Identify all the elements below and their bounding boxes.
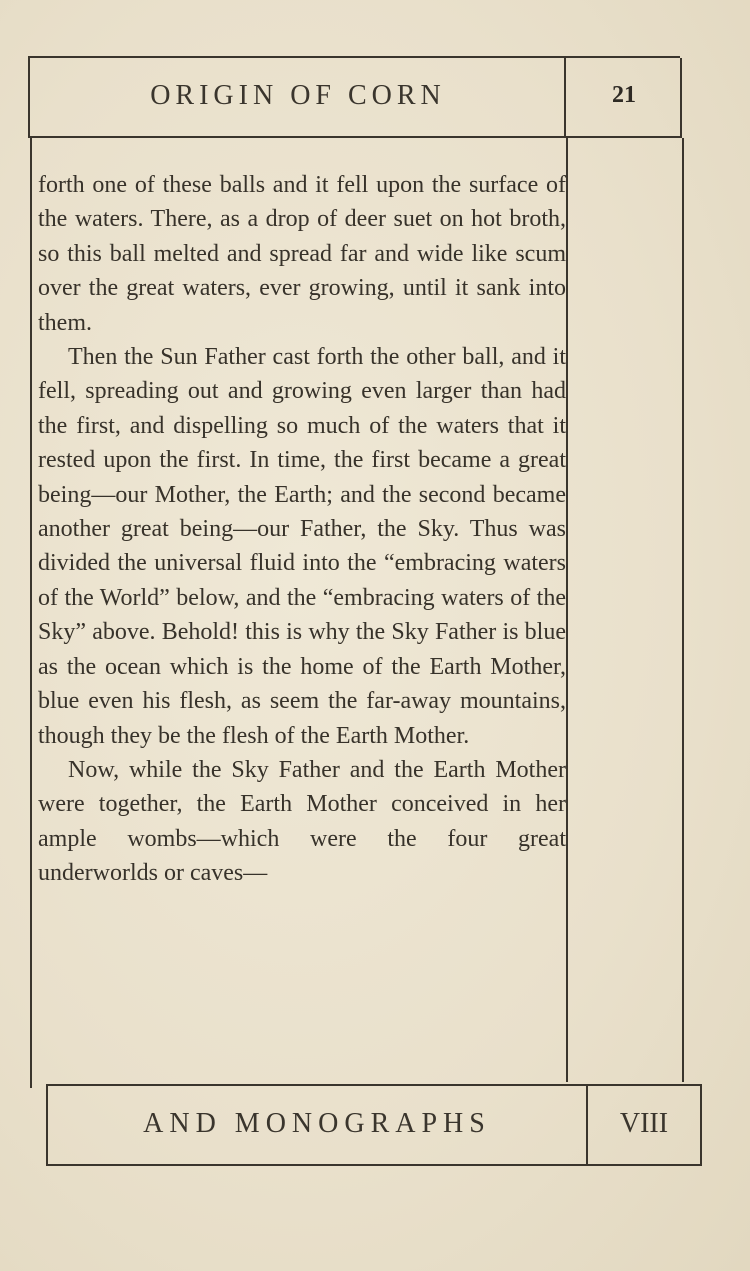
paragraph: Now, while the Sky Father and the Earth Mother were together, the Earth Mother conceived in her ample wombs—which were the four great underworlds or caves— (38, 756, 566, 887)
page-number: 21 (612, 82, 636, 108)
volume-number: VIII (619, 1108, 669, 1139)
paragraph: forth one of these balls and it fell upon the surface of the waters. There, as a drop of deer suet on hot broth, so this ball melted and spread far and wide like scum over the great waters, ever growing, until it sank into them. (38, 172, 566, 336)
header-bottom-rule (30, 136, 682, 138)
running-header-title: ORIGIN OF CORN (150, 80, 446, 111)
paragraph: Then the Sun Father cast forth the other ball, and it fell, spreading out and growing even larger than had the first, and dispelling so much of the waters that it rested upon the first. In time, the first became a great being—our Mother, the Earth; and the second became another great being—our Father, the Sky. Thus was divided the universal fluid into the “embracing waters of the World” below, and the “embracing waters of the Sky” above. Behold! this is why the Sky Father is blue as the ocean which is the home of the Earth Mother, blue even his flesh, as seem the far-away mountains, though they be the flesh of the Earth Mother. (38, 344, 566, 749)
footer-right-rule (700, 1084, 702, 1166)
series-title: AND MONOGRAPHS (143, 1108, 491, 1139)
body-left-rule (30, 138, 32, 1088)
body-column-divider (566, 138, 568, 1082)
header-right-rule (680, 58, 682, 138)
footer-bottom-rule (48, 1164, 702, 1166)
header-top-rule (28, 56, 680, 58)
footer-top-rule (46, 1084, 700, 1086)
body-text (38, 168, 566, 891)
body-right-rule (682, 138, 684, 1082)
